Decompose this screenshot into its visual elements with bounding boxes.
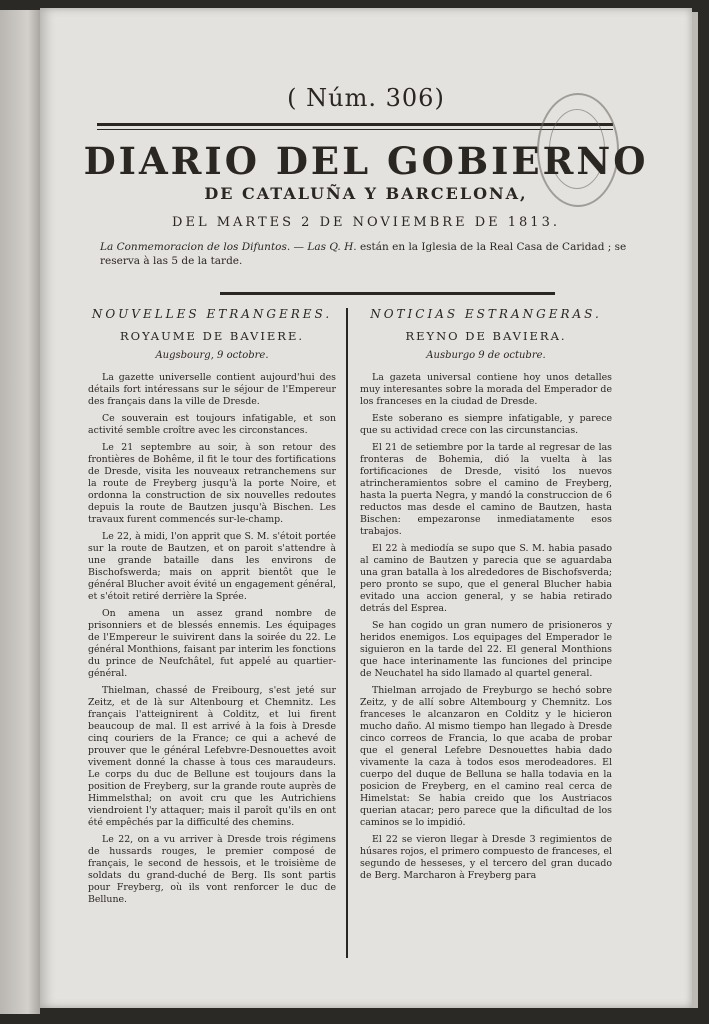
article-paragraph: El 21 de setiembre por la tarde al regresar de las fronteras de Bohemia, dió la vuelta à las fortificaciones de Dresde, visitó los nuevos atrincheramientos sobre el camino de Freyberg, hasta la puerta Negra, y mandó la construccion de 6 reductos mas desde el camino de Bautzen, hasta Bischen: empezaronse inmediatamente esos trabajos. [360, 442, 612, 537]
page-edge [692, 12, 698, 1008]
article-paragraph: Ce souverain est toujours infatigable, et son activité semble croître avec les circonstances. [88, 413, 336, 436]
region-heading: ROYAUME DE BAVIERE. [119, 329, 304, 343]
article-paragraph: El 22 se vieron llegar à Dresde 3 regimientos de húsares rojos, el primero compuesto de franceses, el segundo de hesseses, y el tercero del gran ducado de Berg. Marcharon à Freyberg para [360, 834, 612, 881]
adjacent-page-edge [0, 10, 40, 1014]
article-paragraph: Este soberano es siempre infatigable, y parece que su actividad crece con las circunstancias. [360, 413, 612, 436]
article-paragraph: La gazeta universal contiene hoy unos detalles muy interesantes sobre la morada del Emperador de los franceses en la ciudad de Dresde. [360, 372, 612, 407]
newspaper-subtitle: DE CATALUÑA Y BARCELONA, [204, 184, 528, 203]
daily-notice [100, 240, 660, 268]
article-paragraph: Se han cogido un gran numero de prisioneros y heridos enemigos. Los equipages del Emperador le siguieron en la tarde del 22. El general Monthions que hace interinamente las funciones del principe de Neuchatel ha sido llamado al quartel general. [360, 620, 612, 679]
article-paragraph: Thielman arrojado de Freyburgo se hechó sobre Zeitz, y de allí sobre Altembourg y Chemnitz. Los franceses le alcanzaron en Colditz y le hicieron mucho daño. Al mismo tiempo han llegado à Dresde cinco correos de Francia, lo que acaba de probar que el general Lefebre Desnouettes habia dado vivamente la caza à todos esos merodeadores. El cuerpo del duque de Belluna se halla todavia en la posicion de Freyberg, en el camino real cerca de Himelstat: Se habia creido que los Austriacos querian atacar; pero parece que la dificultad de los caminos se lo impidió. [360, 685, 612, 828]
article-paragraph: La gazette universelle contient aujourd'hui des détails fort intéressans sur le séjour de l'Empereur des français dans la ville de Dresde. [88, 372, 336, 407]
dateline: Augsbourg, 9 octobre. [155, 350, 269, 361]
notice-italic: La Conmemoracion de los Difuntos. — Las Q. H. [100, 241, 357, 253]
article-paragraph: On amena un assez grand nombre de prisonniers et de blessés ennemis. Les équipages de l'Empereur le suivirent dans la soirée du 22. Le général Monthions, faisant par interim les fonctions du prince de Neufchâtel, fut appelé au quartier-général. [88, 608, 336, 679]
column-divider [346, 308, 348, 958]
section-title: NOUVELLES ETRANGERES. [91, 307, 333, 321]
section-title: NOTICIAS ESTRANGERAS. [370, 307, 602, 321]
article-paragraph: Le 22, on a vu arriver à Dresde trois régimens de hussards rouges, le premier composé de français, le second de hessois, et le troisième de soldats du grand-duché de Berg. Ils sont partis pour Freyberg, où ils vont renforcer le duc de Bellune. [88, 834, 336, 905]
masthead-rule-thin [97, 129, 613, 130]
section-rule [220, 292, 555, 295]
spanish-column [360, 308, 612, 887]
issue-date: DEL MARTES 2 DE NOVIEMBRE DE 1813. [172, 215, 560, 230]
notice-text: están en la Iglesia de la Real Casa de Caridad ; se reserva à las 5 de la tarde. [100, 241, 627, 267]
article-paragraph: Thielman, chassé de Freibourg, s'est jeté sur Zeitz, et de là sur Altenbourg et Chemnitz. Les français l'atteignirent à Colditz, et lui firent beaucoup de mal. Il est arrivé à la fois à Dresde cinq couriers de la France; ce qui a achevé de prouver que le général Lefebvre-Desnouettes avoit vivement donné la chasse à tous ces maraudeurs. Le corps du duc de Bellune est toujours dans la position de Freyberg, sur la grande route auprès de Himmelsthal; on avoit cru que les Autrichiens viendroient l'y attaquer; mais il paroît qu'ils en ont été empêchés par la difficulté des chemins. [88, 685, 336, 828]
dateline: Ausburgo 9 de octubre. [426, 350, 546, 361]
masthead-rule [97, 123, 613, 126]
newspaper-page [40, 8, 692, 1008]
article-paragraph: Le 21 septembre au soir, à son retour des frontières de Bohême, il fit le tour des fortifications de Dresde, visita les nouveaux retranchemens sur la route de Freyberg jusqu'à la porte Noire, et ordonna la construction de six nouvelles redoutes depuis la route de Bautzen jusqu'à Bischen. Les travaux furent commencés sur-le-champ. [88, 442, 336, 525]
article-paragraph: El 22 à mediodía se supo que S. M. habia pasado al camino de Bautzen y parecia que se aguardaba una gran batalla à los alrededores de Bischofsverda; pero pronto se supo, que el general Blucher habia evitado una accion general, y se habia retirado detrás del Esprea. [360, 543, 612, 614]
issue-number: ( Núm. 306) [287, 84, 445, 112]
french-column [88, 308, 336, 911]
newspaper-title: DIARIO DEL GOBIERNO [83, 139, 649, 183]
region-heading: REYNO DE BAVIERA. [405, 329, 567, 343]
article-paragraph: Le 22, à midi, l'on apprit que S. M. s'étoit portée sur la route de Bautzen, et on paroit s'attendre à une grande bataille dans les environs de Bischofswerda; mais on apprit bientôt que le général Blucher avoit évité un engagement général, et s'étoit retiré derrière la Sprée. [88, 531, 337, 602]
